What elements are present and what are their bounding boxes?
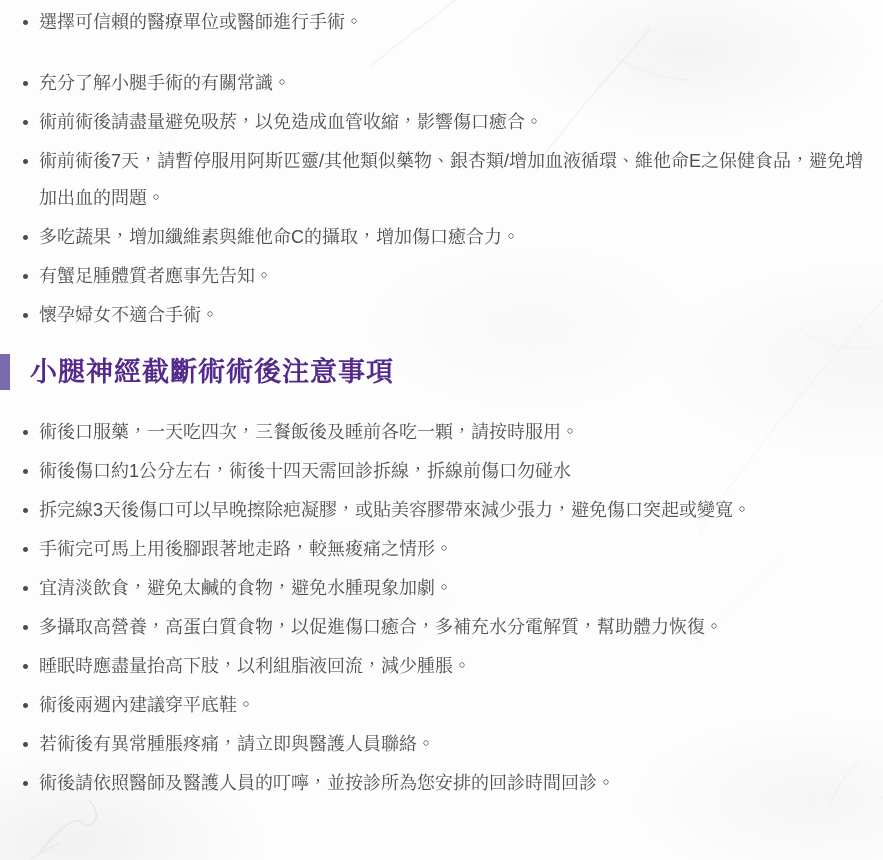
list-item (22, 570, 865, 607)
list-item (22, 143, 865, 217)
list-item (22, 531, 865, 568)
list-item-text: 充分了解小腿手術的有關常識。 (39, 73, 291, 93)
list-item-text: 多吃蔬果，增加纖維素與維他命C的攝取，增加傷口癒合力。 (39, 227, 520, 247)
bullet-icon (23, 625, 28, 630)
list-item (22, 219, 865, 256)
bullet-icon (23, 703, 28, 708)
bullet-icon (23, 20, 28, 25)
bullet-icon (23, 235, 28, 240)
list-item (22, 453, 865, 490)
list-item (22, 492, 865, 529)
list-item-text: 術前術後請盡量避免吸菸，以免造成血管收縮，影響傷口癒合。 (39, 112, 543, 132)
bullet-icon (23, 586, 28, 591)
list-item-text: 拆完線3天後傷口可以早晚擦除疤凝膠，或貼美容膠帶來減少張力，避免傷口突起或變寬。 (39, 500, 752, 520)
bullet-icon (23, 508, 28, 513)
list-item-text: 多攝取高營養，高蛋白質食物，以促進傷口癒合，多補充水分電解質，幫助體力恢復。 (39, 617, 723, 637)
list-item-text: 術後傷口約1公分左右，術後十四天需回診拆線，拆線前傷口勿碰水 (39, 461, 572, 481)
bullet-icon (23, 81, 28, 86)
list-item-text: 術後兩週內建議穿平底鞋。 (39, 695, 255, 715)
list-item-text: 術後口服藥，一天吃四次，三餐飯後及睡前各吃一顆，請按時服用。 (39, 422, 579, 442)
list-item-text: 術前術後7天，請暫停服用阿斯匹靈/其他類似藥物、銀杏類/增加血液循環、維他命E之保健食品，避免增加出血的問題。 (39, 151, 864, 208)
bullet-icon (23, 120, 28, 125)
bullet-icon (23, 547, 28, 552)
list-item-text: 懷孕婦女不適合手術。 (39, 305, 219, 325)
list-item (22, 65, 865, 102)
bullet-icon (23, 274, 28, 279)
list-item-text: 若術後有異常腫脹疼痛，請立即與醫護人員聯絡。 (39, 734, 435, 754)
list-item (22, 258, 865, 295)
list-item (22, 609, 865, 646)
list-item-text: 手術完可馬上用後腳跟著地走路，較無痠痛之情形。 (39, 539, 453, 559)
bullet-icon (23, 430, 28, 435)
postop-section-title: 小腿神經截斷術術後注意事項 (30, 357, 394, 387)
bullet-icon (23, 469, 28, 474)
list-item (22, 104, 865, 141)
section-heading (0, 354, 865, 390)
list-item (22, 414, 865, 451)
list-item-text: 宜清淡飲食，避免太鹹的食物，避免水腫現象加劇。 (39, 578, 453, 598)
heading-accent-bar-icon (0, 354, 10, 390)
preop-notes-list (22, 4, 865, 334)
list-item-text: 選擇可信賴的醫療單位或醫師進行手術。 (39, 12, 363, 32)
list-item (22, 4, 865, 41)
bullet-icon (23, 742, 28, 747)
postop-notes-list (22, 414, 865, 802)
list-item-text: 術後請依照醫師及醫護人員的叮嚀，並按診所為您安排的回診時間回診。 (39, 773, 615, 793)
bullet-icon (23, 664, 28, 669)
bullet-icon (23, 159, 28, 164)
list-item (22, 726, 865, 763)
list-item (22, 297, 865, 334)
list-item-text: 有蟹足腫體質者應事先告知。 (39, 266, 273, 286)
list-item (22, 687, 865, 724)
bullet-icon (23, 781, 28, 786)
list-item-text: 睡眠時應盡量抬高下肢，以利組脂液回流，減少腫脹。 (39, 656, 471, 676)
bullet-icon (23, 313, 28, 318)
list-item (22, 765, 865, 802)
list-item (22, 648, 865, 685)
